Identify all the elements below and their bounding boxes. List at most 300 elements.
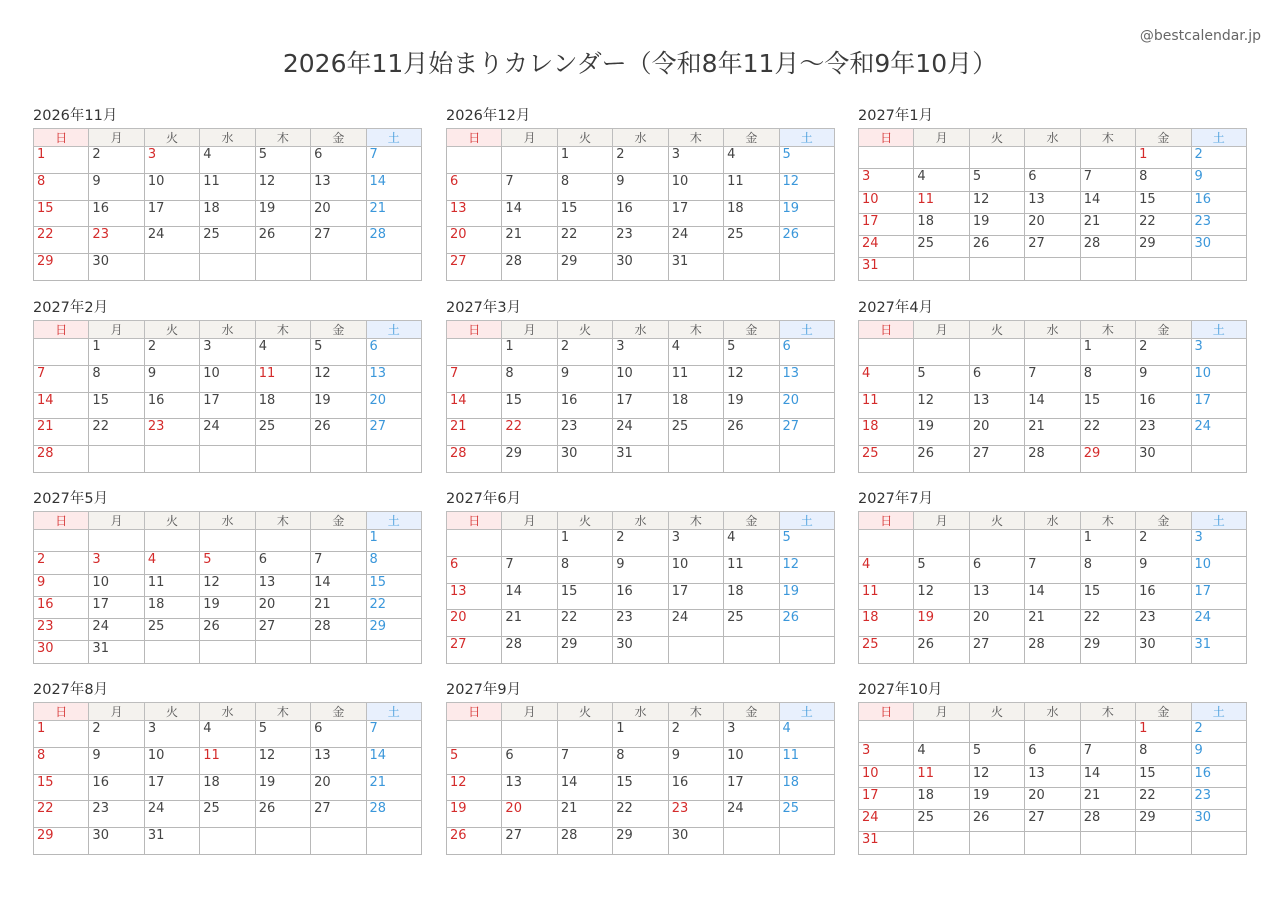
month-table [446,511,835,664]
weekday-header: 木 [668,321,723,339]
week-row [859,147,1247,169]
site-watermark: @bestcalendar.jp [1139,28,1261,44]
day-cell: 16 [557,392,612,419]
day-cell: 23 [144,419,199,446]
day-cell: 2 [1136,339,1191,366]
day-cell: 2 [144,339,199,366]
day-cell: 19 [255,200,310,227]
empty-cell [255,641,310,663]
day-cell: 4 [914,743,969,765]
day-cell: 13 [311,747,366,774]
day-cell: 23 [1136,610,1191,637]
day-cell: 13 [447,583,502,610]
day-cell: 25 [668,419,723,446]
week-row [447,801,835,828]
day-cell: 21 [447,419,502,446]
day-cell: 15 [366,574,421,596]
week-row [447,200,835,227]
day-cell: 7 [366,147,421,174]
week-row [859,721,1247,743]
week-row [34,801,422,828]
empty-cell [200,828,255,855]
empty-cell [969,530,1024,557]
day-cell: 12 [724,365,779,392]
week-row [859,191,1247,213]
day-cell: 27 [311,227,366,254]
weekday-header: 水 [1025,703,1080,721]
day-cell: 31 [1191,637,1246,664]
day-cell: 3 [668,530,723,557]
day-cell: 12 [779,556,834,583]
day-cell: 30 [1136,637,1191,664]
day-cell: 10 [859,765,914,787]
day-cell: 14 [311,574,366,596]
weekday-header: 日 [859,129,914,147]
day-cell: 18 [914,213,969,235]
day-cell: 30 [613,637,668,664]
day-cell: 19 [447,801,502,828]
week-row [34,254,422,281]
day-cell: 17 [144,200,199,227]
day-cell: 19 [969,787,1024,809]
empty-cell [144,254,199,281]
weekday-header: 月 [502,703,557,721]
day-cell: 3 [89,552,144,574]
weekday-header: 土 [1191,512,1246,530]
day-cell: 19 [255,774,310,801]
month-label: 2027年7月 [858,491,934,507]
day-cell: 29 [1136,236,1191,258]
weekday-header: 水 [613,321,668,339]
day-cell: 18 [914,787,969,809]
day-cell: 11 [724,556,779,583]
day-cell: 4 [200,147,255,174]
empty-cell [1025,530,1080,557]
day-cell: 3 [613,339,668,366]
day-cell: 9 [144,365,199,392]
week-row [34,721,422,748]
week-row [859,765,1247,787]
day-cell: 11 [200,747,255,774]
weekday-header: 木 [255,321,310,339]
day-cell: 22 [1080,610,1135,637]
empty-cell [366,828,421,855]
day-cell: 6 [969,556,1024,583]
empty-cell [914,258,969,280]
week-row [447,530,835,557]
day-cell: 7 [1025,365,1080,392]
week-row [34,419,422,446]
weekday-header: 月 [89,321,144,339]
month-label: 2026年12月 [446,108,531,124]
day-cell: 9 [89,173,144,200]
empty-cell [200,254,255,281]
month-label: 2027年2月 [33,300,109,316]
day-cell: 30 [1136,446,1191,473]
day-cell: 27 [969,637,1024,664]
month-table [858,320,1247,473]
day-cell: 8 [366,552,421,574]
weekday-header: 金 [1136,512,1191,530]
week-row [34,574,422,596]
day-cell: 2 [89,147,144,174]
weekday-header: 月 [89,129,144,147]
day-cell: 4 [859,556,914,583]
day-cell: 6 [255,552,310,574]
week-row [447,392,835,419]
day-cell: 14 [447,392,502,419]
day-cell: 16 [613,583,668,610]
day-cell: 18 [859,610,914,637]
day-cell: 18 [200,774,255,801]
day-cell: 19 [914,610,969,637]
weekday-header: 木 [1080,129,1135,147]
day-cell: 9 [34,574,89,596]
day-cell: 18 [724,200,779,227]
weekday-header: 金 [1136,129,1191,147]
empty-cell [502,147,557,174]
day-cell: 26 [779,610,834,637]
month-label: 2027年6月 [446,491,522,507]
week-row [859,743,1247,765]
day-cell: 18 [668,392,723,419]
week-row [447,583,835,610]
day-cell: 18 [724,583,779,610]
month-table [858,128,1247,281]
day-cell: 20 [255,596,310,618]
day-cell: 2 [89,721,144,748]
day-cell: 5 [969,743,1024,765]
week-row [859,787,1247,809]
day-cell: 26 [914,637,969,664]
day-cell: 22 [557,227,612,254]
weekday-header: 水 [1025,129,1080,147]
day-cell: 21 [1080,213,1135,235]
day-cell: 22 [502,419,557,446]
month-label: 2026年11月 [33,108,118,124]
day-cell: 12 [914,583,969,610]
day-cell: 14 [1025,392,1080,419]
day-cell: 11 [255,365,310,392]
day-cell: 6 [366,339,421,366]
day-cell: 20 [779,392,834,419]
empty-cell [724,446,779,473]
week-row [34,747,422,774]
week-row [447,365,835,392]
day-cell: 28 [1080,810,1135,832]
empty-cell [969,147,1024,169]
weekday-header: 木 [255,129,310,147]
day-cell: 8 [1080,556,1135,583]
month-table [33,128,422,281]
day-cell: 26 [914,446,969,473]
empty-cell [1080,832,1135,854]
weekday-header: 水 [200,129,255,147]
day-cell: 21 [366,774,421,801]
day-cell: 24 [613,419,668,446]
day-cell: 21 [1025,610,1080,637]
day-cell: 14 [502,583,557,610]
day-cell: 3 [144,721,199,748]
weekday-header: 土 [366,129,421,147]
day-cell: 14 [366,747,421,774]
day-cell: 12 [200,574,255,596]
day-cell: 15 [1080,583,1135,610]
weekday-header: 火 [557,703,612,721]
day-cell: 27 [255,619,310,641]
day-cell: 15 [613,774,668,801]
day-cell: 4 [724,147,779,174]
day-cell: 19 [724,392,779,419]
day-cell: 2 [613,147,668,174]
day-cell: 7 [1080,743,1135,765]
weekday-header: 日 [34,703,89,721]
day-cell: 15 [89,392,144,419]
day-cell: 20 [969,419,1024,446]
day-cell: 28 [34,446,89,473]
week-row [34,446,422,473]
day-cell: 5 [255,147,310,174]
day-cell: 24 [859,236,914,258]
weekday-header: 金 [724,703,779,721]
day-cell: 24 [859,810,914,832]
month-panel [33,489,422,664]
day-cell: 13 [1025,191,1080,213]
week-row [447,637,835,664]
day-cell: 4 [200,721,255,748]
empty-cell [1080,147,1135,169]
day-cell: 4 [724,530,779,557]
day-cell: 11 [724,173,779,200]
day-cell: 24 [144,227,199,254]
empty-cell [914,832,969,854]
day-cell: 16 [34,596,89,618]
empty-cell [969,258,1024,280]
day-cell: 31 [859,258,914,280]
day-cell: 2 [613,530,668,557]
day-cell: 28 [1025,446,1080,473]
empty-cell [1080,258,1135,280]
day-cell: 6 [779,339,834,366]
empty-cell [1025,258,1080,280]
week-row [34,392,422,419]
day-cell: 3 [200,339,255,366]
day-cell: 31 [144,828,199,855]
day-cell: 30 [1191,810,1246,832]
week-row [859,365,1247,392]
weekday-header: 火 [144,703,199,721]
week-row [447,828,835,855]
weekday-header: 日 [447,703,502,721]
day-cell: 23 [34,619,89,641]
day-cell: 27 [1025,810,1080,832]
day-cell: 27 [447,254,502,281]
day-cell: 25 [255,419,310,446]
day-cell: 29 [1136,810,1191,832]
day-cell: 25 [724,227,779,254]
day-cell: 26 [969,236,1024,258]
empty-cell [89,530,144,552]
weekday-header: 火 [969,321,1024,339]
day-cell: 5 [914,556,969,583]
empty-cell [668,637,723,664]
empty-cell [255,828,310,855]
day-cell: 23 [557,419,612,446]
empty-cell [255,254,310,281]
day-cell: 8 [613,747,668,774]
week-row [859,258,1247,280]
day-cell: 25 [724,610,779,637]
day-cell: 28 [366,227,421,254]
weekday-header: 金 [724,321,779,339]
day-cell: 25 [914,810,969,832]
day-cell: 10 [724,747,779,774]
month-label: 2027年5月 [33,491,109,507]
day-cell: 18 [779,774,834,801]
weekday-header: 水 [1025,512,1080,530]
day-cell: 29 [366,619,421,641]
day-cell: 1 [1136,721,1191,743]
day-cell: 26 [724,419,779,446]
day-cell: 15 [502,392,557,419]
month-panel [446,489,835,664]
day-cell: 16 [613,200,668,227]
day-cell: 9 [613,556,668,583]
day-cell: 29 [34,828,89,855]
day-cell: 10 [1191,365,1246,392]
day-cell: 21 [502,610,557,637]
day-cell: 30 [613,254,668,281]
empty-cell [255,446,310,473]
weekday-header: 火 [557,129,612,147]
week-row [34,596,422,618]
day-cell: 20 [311,200,366,227]
day-cell: 23 [1136,419,1191,446]
day-cell: 9 [668,747,723,774]
weekday-header: 金 [311,512,366,530]
empty-cell [366,641,421,663]
day-cell: 5 [779,530,834,557]
day-cell: 19 [779,583,834,610]
day-cell: 21 [366,200,421,227]
week-row [859,530,1247,557]
day-cell: 16 [144,392,199,419]
weekday-header: 水 [200,512,255,530]
day-cell: 20 [1025,787,1080,809]
day-cell: 22 [1136,213,1191,235]
week-row [859,169,1247,191]
day-cell: 30 [34,641,89,663]
weekday-header: 金 [724,512,779,530]
day-cell: 7 [1025,556,1080,583]
month-table [33,702,422,855]
day-cell: 14 [1080,765,1135,787]
day-cell: 13 [366,365,421,392]
week-row [859,556,1247,583]
day-cell: 4 [859,365,914,392]
day-cell: 5 [311,339,366,366]
day-cell: 7 [1080,169,1135,191]
weekday-header: 月 [914,321,969,339]
day-cell: 28 [1080,236,1135,258]
day-cell: 23 [613,610,668,637]
day-cell: 2 [1191,147,1246,169]
day-cell: 2 [1191,721,1246,743]
day-cell: 19 [311,392,366,419]
weekday-header: 日 [447,512,502,530]
day-cell: 10 [144,173,199,200]
day-cell: 25 [144,619,199,641]
day-cell: 20 [1025,213,1080,235]
day-cell: 1 [613,721,668,748]
weekday-header: 月 [914,512,969,530]
week-row [34,641,422,663]
day-cell: 10 [89,574,144,596]
week-row [34,147,422,174]
day-cell: 13 [969,392,1024,419]
week-row [447,556,835,583]
week-row [447,227,835,254]
weekday-header: 日 [447,321,502,339]
day-cell: 26 [255,227,310,254]
day-cell: 24 [1191,610,1246,637]
day-cell: 23 [1191,787,1246,809]
weekday-header: 火 [144,512,199,530]
week-row [447,610,835,637]
day-cell: 22 [1080,419,1135,446]
weekday-header: 火 [557,512,612,530]
day-cell: 7 [447,365,502,392]
month-table [446,128,835,281]
day-cell: 11 [859,392,914,419]
day-cell: 24 [1191,419,1246,446]
day-cell: 26 [255,801,310,828]
day-cell: 6 [1025,169,1080,191]
day-cell: 27 [311,801,366,828]
day-cell: 8 [502,365,557,392]
empty-cell [366,446,421,473]
weekday-header: 土 [1191,703,1246,721]
week-row [34,828,422,855]
day-cell: 21 [311,596,366,618]
day-cell: 9 [1136,365,1191,392]
weekday-header: 木 [1080,512,1135,530]
month-label: 2027年8月 [33,682,109,698]
month-panel [858,298,1247,473]
week-row [34,774,422,801]
day-cell: 10 [859,191,914,213]
month-table [33,511,422,664]
weekday-header: 木 [255,703,310,721]
day-cell: 18 [859,419,914,446]
day-cell: 30 [1191,236,1246,258]
month-panel [858,489,1247,664]
day-cell: 9 [1136,556,1191,583]
day-cell: 19 [969,213,1024,235]
week-row [859,583,1247,610]
day-cell: 17 [859,213,914,235]
day-cell: 8 [557,556,612,583]
day-cell: 20 [366,392,421,419]
day-cell: 3 [144,147,199,174]
day-cell: 27 [502,828,557,855]
day-cell: 3 [724,721,779,748]
month-table [446,702,835,855]
day-cell: 1 [1136,147,1191,169]
day-cell: 28 [557,828,612,855]
day-cell: 8 [1136,743,1191,765]
day-cell: 30 [89,828,144,855]
